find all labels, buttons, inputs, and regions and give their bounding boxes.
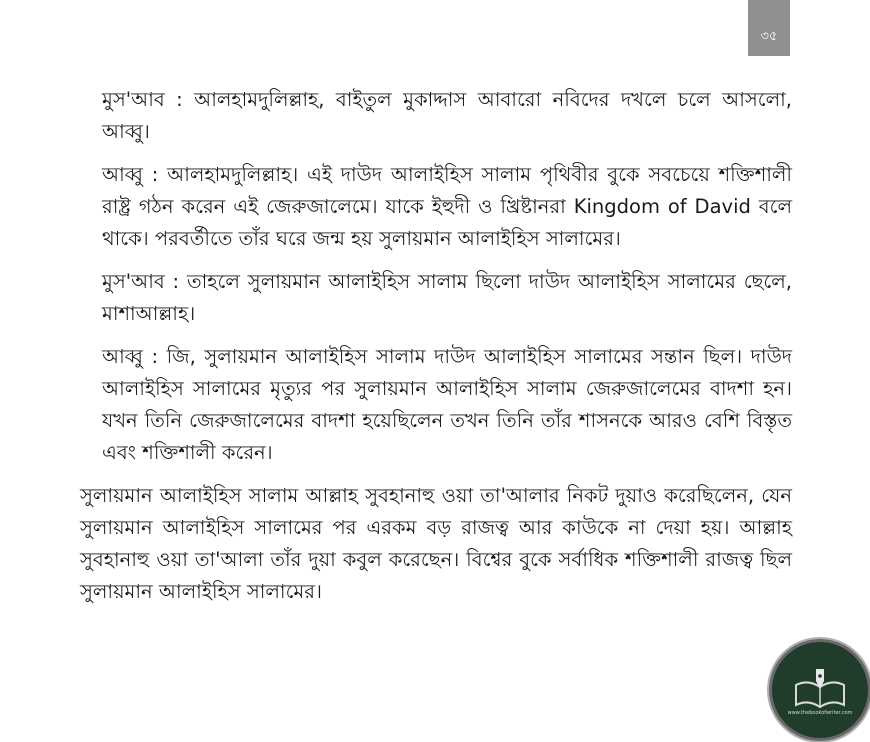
logo-caption: www.thebookofwriter.com [787,710,853,716]
paragraph-3: মুস'আব : তাহলে সুলায়মান আলাইহিস সালাম ছিলো দাউদ আলাইহিস সালামের ছেলে, মাশাআল্লাহ। [102,270,792,325]
paragraph-1: মুস'আব : আলহামদুলিল্লাহ, বাইতুল মুকাদ্দাস আবারো নবিদের দখলে চলে আসলো, আব্বু। [102,88,792,143]
page-number: ৩৫ [760,29,778,44]
paragraph-2: আব্বু : আলহামদুলিল্লাহ। এই দাউদ আলাইহিস সালাম পৃথিবীর বুকে সবচেয়ে শক্তিশালী রাষ্ট্র গঠন করেন এই জেরুজালেমে। যাকে ইহুদী ও খ্রিষ্টানরা Kingdom of David বলে থাকে। পরবর্তীতে তাঁর ঘরে জন্ম হয় সুলায়মান আলাইহিস সালামের। [102,163,792,250]
paragraph-5: সুলায়মান আলাইহিস সালাম আল্লাহ সুবহানাহু ওয়া তা'আলার নিকট দুয়াও করেছিলেন, যেন সুলায়মান আলাইহিস সালামের পর এরকম বড় রাজত্ব আর কাউকে না দেয়া হয়। আল্লাহ সুবহানাহু ওয়া তা'আলা তাঁর দুয়া কবুল করেছেন। বিশ্বের বুকে সর্বাধিক শক্তিশালী রাজত্ব ছিল সুলায়মান আলাইহিস সালামের। [80,484,792,603]
publisher-logo [772,642,868,738]
paragraph-4: আব্বু : জি, সুলায়মান আলাইহিস সালাম দাউদ আলাইহিস সালামের সন্তান ছিল। দাউদ আলাইহিস সালামের মৃত্যুর পর সুলায়মান আলাইহিস সালাম জেরুজালেমের বাদশা হন। যখন তিনি জেরুজালেমের বাদশা হয়েছিলেন তখন তিনি তাঁর শাসনকে আরও বেশি বিস্তৃত এবং শক্তিশালী করেন। [102,345,792,464]
book-pen-icon [790,665,850,715]
document-body [80,84,792,619]
page-number-tab [748,0,790,56]
